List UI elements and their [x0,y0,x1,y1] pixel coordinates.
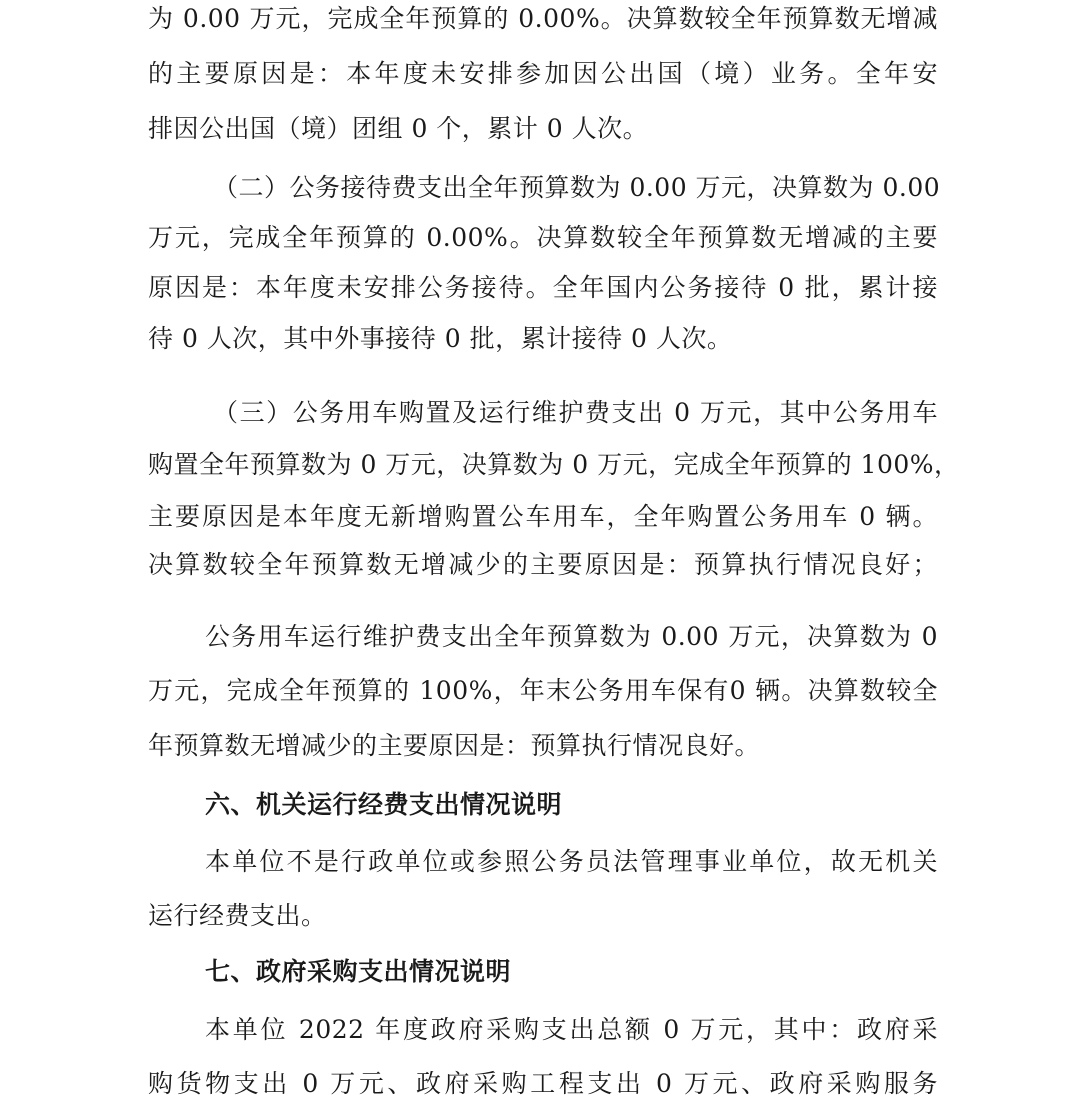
paragraph-line: （二）公务接待费支出全年预算数为 0.00 万元，决算数为 0.00 [213,173,941,202]
paragraph-line: 万元，完成全年预算的 100%，年末公务用车保有0 辆。决算数较全 [148,676,938,705]
paragraph-line: 万元，完成全年预算的 0.00%。决算数较全年预算数无增减的主要 [148,223,938,252]
paragraph-line: （三）公务用车购置及运行维护费支出 0 万元，其中公务用车 [213,398,938,427]
paragraph-line: 本单位不是行政单位或参照公务员法管理事业单位，故无机关 [205,847,938,876]
paragraph-line: 待 0 人次，其中外事接待 0 批，累计接待 0 人次。 [148,324,733,353]
paragraph-line: 主要原因是本年度无新增购置公车用车，全年购置公务用车 0 辆。 [148,502,938,531]
paragraph-line: 运行经费支出。 [148,901,327,930]
paragraph-line: 为 0.00 万元，完成全年预算的 0.00%。决算数较全年预算数无增减 [148,4,938,33]
paragraph-line: 购置全年预算数为 0 万元，决算数为 0 万元，完成全年预算的 100%， [148,450,960,479]
paragraph-line: 公务用车运行维护费支出全年预算数为 0.00 万元，决算数为 0 [205,622,938,651]
paragraph-line: 决算数较全年预算数无增减少的主要原因是：预算执行情况良好； [148,550,938,579]
paragraph-line: 本单位 2022 年度政府采购支出总额 0 万元，其中：政府采 [205,1015,938,1044]
paragraph-line: 排因公出国（境）团组 0 个，累计 0 人次。 [148,114,649,143]
paragraph-line: 的主要原因是：本年度未安排参加因公出国（境）业务。全年安 [148,59,938,88]
paragraph-line: 购货物支出 0 万元、政府采购工程支出 0 万元、政府采购服务 [148,1069,938,1098]
paragraph-line: 原因是：本年度未安排公务接待。全年国内公务接待 0 批，累计接 [148,273,938,302]
section-heading-7: 七、政府采购支出情况说明 [205,957,512,986]
section-heading-6: 六、机关运行经费支出情况说明 [205,790,563,819]
paragraph-line: 年预算数无增减少的主要原因是：预算执行情况良好。 [148,731,761,760]
